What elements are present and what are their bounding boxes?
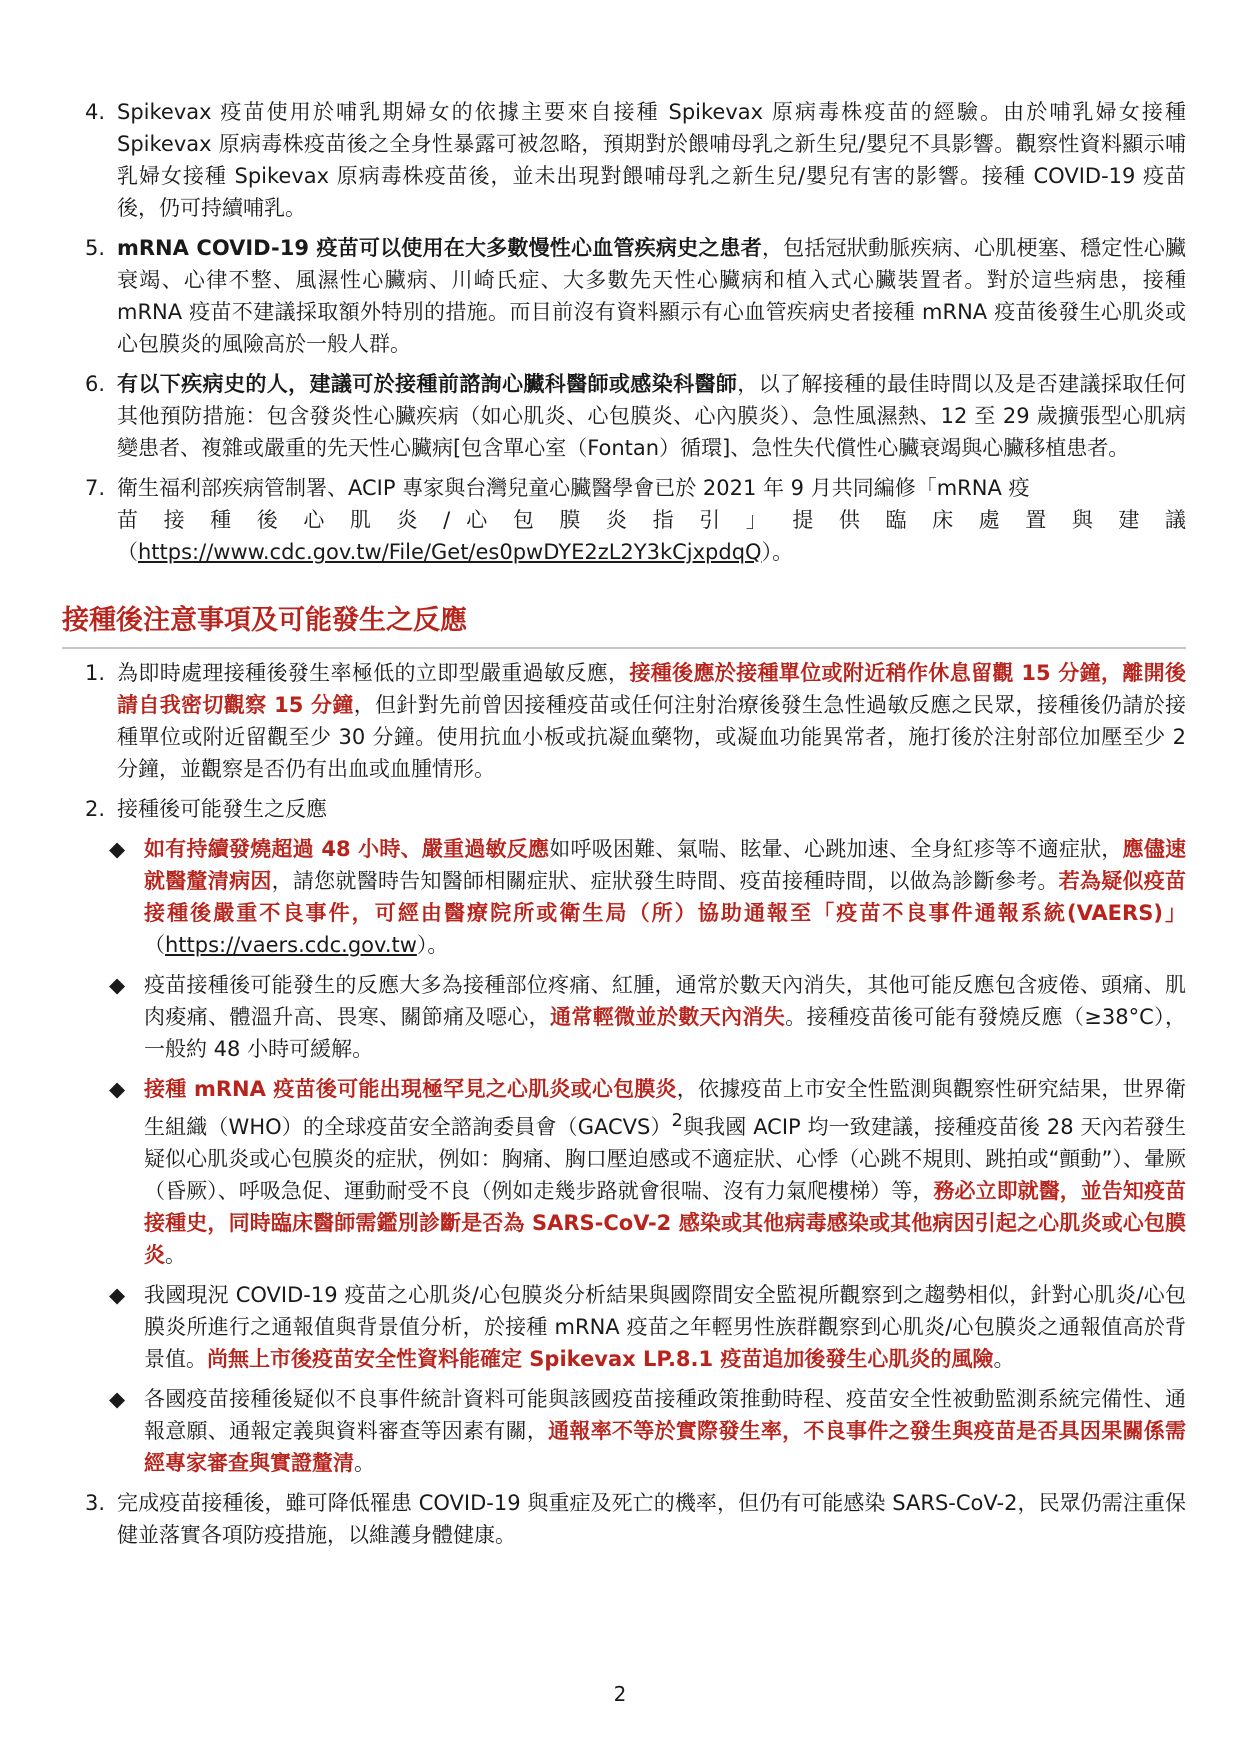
section-item-3 bbox=[62, 1487, 1186, 1551]
bullet-myocarditis bbox=[62, 1073, 1186, 1271]
open-paren: （ bbox=[144, 933, 165, 957]
bullet-red-text: 通常輕微並於數天內消失 bbox=[550, 1005, 786, 1029]
bullet-red-text: 應儘速就醫釐清病因 bbox=[144, 837, 1186, 893]
item-text: 完成疫苗接種後，雖可降低罹患 COVID-19 與重症及死亡的機率，但仍有可能感染 SARS-CoV-2，民眾仍需注重保健並落實各項防疫措施，以維護身體健康。 bbox=[117, 1491, 1186, 1547]
list-number: 2. bbox=[85, 797, 106, 821]
item-text: 接種後可能發生之反應 bbox=[117, 797, 327, 821]
bullet-red-text: 尚無上市後疫苗安全性資料能確定 Spikevax LP.8.1 疫苗追加後發生心肌炎的風險 bbox=[207, 1347, 994, 1371]
bullet-text: 。接種疫苗後可能有發燒反應（≥38°C），一般約 48 小時可緩解。 bbox=[144, 1005, 1187, 1061]
page-content bbox=[62, 96, 1186, 1559]
bullet-text: 與我國 ACIP 均一致建議，接種疫苗後 28 天內若發生疑似心肌炎或心包膜炎的症狀，例如：胸痛、胸口壓迫感或不適症狀、心悸（心跳不規則、跳拍或“顫動”）、暈厥（昏厥）、呼吸急促、運動耐受不良（例如走幾步路就會很喘、沒有力氣爬樓梯）等， bbox=[144, 1115, 1186, 1203]
item-line-2: 苗 接 種 後 心 肌 炎 / 心 包 膜 炎 指 引 」 提 供 臨 床 處 置 與 建 議 bbox=[117, 508, 1186, 532]
item-bold-text: mRNA COVID-19 疫苗可以使用在大多數慢性心血管疾病史之患者 bbox=[117, 236, 762, 260]
section-item-1 bbox=[62, 657, 1186, 785]
open-paren: （ bbox=[117, 540, 138, 564]
item-text: ，包括冠狀動脈疾病、心肌梗塞、穩定性心臟衰竭、心律不整、風濕性心臟病、川崎氏症、大多數先天性心臟病和植入式心臟裝置者。對於這些病患，接種 mRNA 疫苗不建議採取額外特別的措施。而目前沒有資料顯示有心血管疾病史者接種 mRNA 疫苗後發生心肌炎或心包膜炎的風險高於一般人群。 bbox=[117, 236, 1187, 356]
bullet-text: 各國疫苗接種後疑似不良事件統計資料可能與該國疫苗接種政策推動時程、疫苗安全性被動監測系統完備性、通報意願、通報定義與資料審查等因素有關， bbox=[144, 1387, 1186, 1443]
item-bold-text: 有以下疾病史的人，建議可於接種前諮詢心臟科醫師或感染科醫師 bbox=[117, 372, 738, 396]
item-text: 為即時處理接種後發生率極低的立即型嚴重過敏反應， bbox=[117, 661, 630, 685]
list-number: 4. bbox=[85, 100, 106, 124]
list-item-6 bbox=[62, 368, 1186, 464]
list-item-5 bbox=[62, 232, 1186, 360]
footnote-ref: 2 bbox=[671, 1111, 683, 1131]
bullet-reporting-rates bbox=[62, 1383, 1186, 1479]
close-paren: ）。 bbox=[416, 933, 449, 957]
bullet-fever-allergy bbox=[62, 833, 1186, 961]
diamond-bullet-icon: ◆ bbox=[109, 1077, 126, 1101]
section-heading: 接種後注意事項及可能發生之反應 bbox=[62, 598, 1186, 649]
item-text: Spikevax 疫苗使用於哺乳期婦女的依據主要來自接種 Spikevax 原病毒株疫苗的經驗。由於哺乳婦女接種 Spikevax 原病毒株疫苗後之全身性暴露可被忽略，預期對於餵哺母乳之新生兒/嬰兒不具影響。觀察性資料顯示哺乳婦女接種 Spikevax 原病毒株疫苗後，並未出現對餵哺母乳之新生兒/嬰兒有害的影響。接種 COVID-19 疫苗後，仍可持續哺乳。 bbox=[117, 100, 1186, 220]
diamond-bullet-icon: ◆ bbox=[109, 1283, 126, 1307]
section-item-2 bbox=[62, 793, 1186, 825]
bullet-text: 我國現況 COVID-19 疫苗之心肌炎/心包膜炎分析結果與國際間安全監視所觀察到之趨勢相似，針對心肌炎/心包膜炎所進行之通報值與背景值分析，於接種 mRNA 疫苗之年輕男性族群觀察到心肌炎/心包膜炎之通報值高於背景值。 bbox=[144, 1283, 1186, 1371]
bullet-red-text: 若為疑似疫苗接種後嚴重不良事件，可經由醫療院所或衛生局（所）協助通報至「疫苗不良事件通報系統(VAERS)」 bbox=[144, 869, 1187, 925]
list-number: 5. bbox=[85, 236, 106, 260]
bullet-red-text: 接種 mRNA 疫苗後可能出現極罕見之心肌炎或心包膜炎 bbox=[144, 1077, 677, 1101]
bullet-domestic-analysis bbox=[62, 1279, 1186, 1375]
item-text: ，但針對先前曾因接種疫苗或任何注射治療後發生急性過敏反應之民眾，接種後仍請於接種單位或附近留觀至少 30 分鐘。使用抗血小板或抗凝血藥物，或凝血功能異常者，施打後於注射部位加壓至少 2 分鐘，並觀察是否仍有出血或血腫情形。 bbox=[117, 693, 1186, 781]
bullet-text: 疫苗接種後可能發生的反應大多為接種部位疼痛、紅腫，通常於數天內消失，其他可能反應包含疲倦、頭痛、肌肉痠痛、體溫升高、畏寒、關節痛及噁心， bbox=[144, 973, 1186, 1029]
vaers-link[interactable]: https://vaers.cdc.gov.tw bbox=[165, 933, 417, 957]
bullet-red-text: 通報率不等於實際發生率，不良事件之發生與疫苗是否具因果關係需經專家審查與實證釐清 bbox=[144, 1419, 1187, 1475]
bullet-text: 如呼吸困難、氣喘、眩暈、心跳加速、全身紅疹等不適症狀， bbox=[549, 837, 1123, 861]
bullet-red-text: 務必立即就醫，並告知疫苗接種史，同時臨床醫師需鑑別診斷是否為 SARS-CoV-2 感染或其他病毒感染或其他病因引起之心肌炎或心包膜炎 bbox=[144, 1179, 1186, 1267]
bullet-text: 。 bbox=[993, 1347, 1015, 1371]
bullet-common-reactions bbox=[62, 969, 1186, 1065]
page-number: 2 bbox=[613, 1682, 627, 1706]
close-paren: ）。 bbox=[761, 540, 794, 564]
guideline-link[interactable]: https://www.cdc.gov.tw/File/Get/es0pwDYE2zL2Y3kCjxpdqQ bbox=[138, 540, 762, 564]
list-number: 1. bbox=[85, 661, 106, 685]
list-number: 7. bbox=[85, 476, 106, 500]
bullet-text: 。 bbox=[165, 1243, 186, 1267]
diamond-bullet-icon: ◆ bbox=[109, 1387, 126, 1411]
item-line-1: 衛生福利部疾病管制署、ACIP 專家與台灣兒童心臟醫學會已於 2021 年 9 月共同編修「mRNA 疫 bbox=[117, 476, 1030, 500]
item-text: ，以了解接種的最佳時間以及是否建議採取任何其他預防措施：包含發炎性心臟疾病（如心肌炎、心包膜炎、心內膜炎）、急性風濕熱、12 至 29 歲擴張型心肌病變患者、複雜或嚴重的先天性心臟病[包含單心室（Fontan）循環]、急性失代償性心臟衰竭與心臟移植患者。 bbox=[117, 372, 1187, 460]
item-red-text: 接種後應於接種單位或附近稍作休息留觀 15 分鐘，離開後請自我密切觀察 15 分鐘 bbox=[117, 661, 1187, 717]
bullet-text: ，請您就醫時告知醫師相關症狀、症狀發生時間、疫苗接種時間，以做為診斷參考。 bbox=[271, 869, 1059, 893]
bullet-text: ，依據疫苗上市安全性監測與觀察性研究結果，世界衛生組織（WHO）的全球疫苗安全諮詢委員會（GACVS） bbox=[144, 1077, 1186, 1139]
diamond-bullet-icon: ◆ bbox=[109, 837, 126, 861]
list-item-7 bbox=[62, 472, 1186, 568]
item-line-3 bbox=[117, 536, 1186, 568]
list-number: 6. bbox=[85, 372, 106, 396]
list-item-4 bbox=[62, 96, 1186, 224]
bullet-text: 。 bbox=[354, 1451, 375, 1475]
diamond-bullet-icon: ◆ bbox=[109, 973, 126, 997]
list-number: 3. bbox=[85, 1491, 106, 1515]
bullet-red-text: 如有持續發燒超過 48 小時、嚴重過敏反應 bbox=[144, 837, 550, 861]
